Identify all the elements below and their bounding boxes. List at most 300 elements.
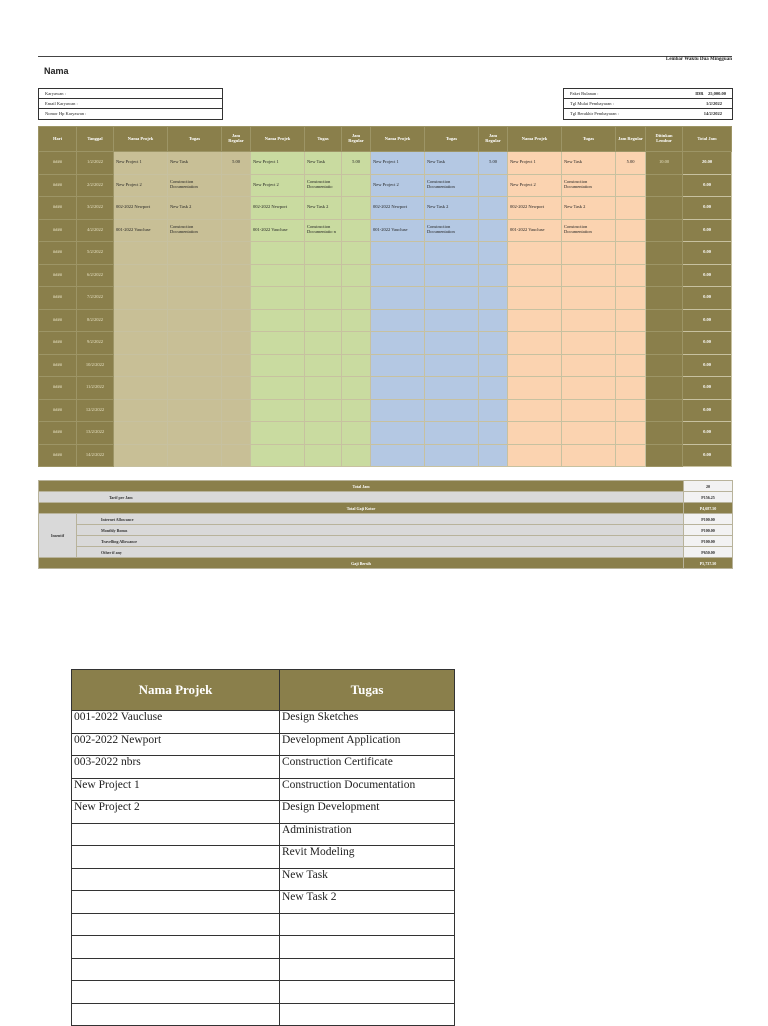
task-cell[interactable]: Construction Documentation [425, 219, 479, 242]
overtime-cell[interactable] [646, 399, 683, 422]
task-cell[interactable] [305, 287, 342, 310]
task-cell[interactable] [305, 309, 342, 332]
table-row [39, 332, 732, 355]
task-cell[interactable] [562, 332, 616, 355]
incentive-row [39, 536, 733, 547]
incentive-item-label: Internet Allowance [77, 514, 684, 525]
task-cell[interactable] [305, 444, 342, 467]
table-row [72, 823, 455, 846]
lookup-task-cell[interactable] [280, 1003, 455, 1026]
day-cell: #### [39, 422, 77, 445]
table-row [39, 197, 732, 220]
overtime-cell[interactable] [646, 422, 683, 445]
project-cell[interactable]: 002-2022 Newport [371, 197, 425, 220]
project-cell[interactable] [371, 309, 425, 332]
project-cell[interactable] [371, 242, 425, 265]
project-cell[interactable]: 001-2022 Vaucluse [371, 219, 425, 242]
task-cell[interactable] [305, 242, 342, 265]
sheet-title: Lembar Waktu Dua Mingguan [665, 57, 732, 62]
day-cell: #### [39, 354, 77, 377]
task-cell[interactable]: New Task [168, 152, 222, 175]
hours-cell[interactable] [616, 242, 646, 265]
project-cell[interactable] [114, 264, 168, 287]
task-cell[interactable] [168, 354, 222, 377]
project-cell[interactable] [251, 377, 305, 400]
incentive-item-label: Other if any [77, 547, 684, 558]
task-cell[interactable] [305, 354, 342, 377]
lookup-project-cell[interactable]: 003-2022 nbrs [72, 756, 280, 779]
task-cell[interactable] [425, 444, 479, 467]
project-cell[interactable] [371, 264, 425, 287]
table-row [72, 913, 455, 936]
overtime-cell[interactable] [646, 309, 683, 332]
lookup-project-cell[interactable] [72, 958, 280, 981]
column-header: Nama Projek [251, 127, 305, 152]
task-cell[interactable]: New Task [562, 152, 616, 175]
lookup-task-cell[interactable]: New Task 2 [280, 891, 455, 914]
project-cell[interactable] [371, 444, 425, 467]
hours-cell[interactable] [616, 309, 646, 332]
hours-cell[interactable] [479, 354, 508, 377]
column-header: Jam Regular [342, 127, 371, 152]
table-row [39, 174, 732, 197]
table-row [72, 733, 455, 756]
gross-pay-label: Total Gaji Kotor [39, 503, 684, 514]
project-cell[interactable] [508, 377, 562, 400]
lookup-project-cell[interactable] [72, 868, 280, 891]
lookup-task-cell[interactable]: Design Sketches [280, 711, 455, 734]
task-cell[interactable]: Construction Documentation [168, 219, 222, 242]
column-header: Tugas [168, 127, 222, 152]
overtime-cell[interactable] [646, 444, 683, 467]
overtime-cell[interactable] [646, 332, 683, 355]
hours-cell[interactable] [479, 264, 508, 287]
day-cell: #### [39, 264, 77, 287]
task-cell[interactable] [425, 309, 479, 332]
project-cell[interactable] [508, 354, 562, 377]
overtime-cell[interactable] [646, 174, 683, 197]
task-cell[interactable]: New Task 2 [562, 197, 616, 220]
project-cell[interactable]: New Project 1 [251, 152, 305, 175]
project-cell[interactable] [371, 354, 425, 377]
task-cell[interactable]: Construction Documentatio n [305, 219, 342, 242]
task-cell[interactable] [562, 309, 616, 332]
project-cell[interactable] [371, 287, 425, 310]
total-hours-cell: 0.00 [683, 332, 732, 355]
project-cell[interactable] [114, 242, 168, 265]
date-cell: 4/2/2022 [77, 219, 114, 242]
date-cell: 2/2/2022 [77, 174, 114, 197]
lookup-project-cell[interactable] [72, 846, 280, 869]
hours-cell[interactable] [222, 264, 251, 287]
column-header: Tanggal [77, 127, 114, 152]
employee-name-field[interactable] [39, 89, 222, 99]
task-cell[interactable] [425, 332, 479, 355]
lookup-project-cell[interactable] [72, 936, 280, 959]
project-cell[interactable]: New Project 2 [371, 174, 425, 197]
table-row [72, 846, 455, 869]
task-cell[interactable] [425, 287, 479, 310]
project-cell[interactable] [508, 422, 562, 445]
project-cell[interactable] [371, 399, 425, 422]
total-hours-cell: 0.00 [683, 242, 732, 265]
task-cell[interactable] [562, 264, 616, 287]
project-cell[interactable]: 002-2022 Newport [251, 197, 305, 220]
lookup-task-cell[interactable]: New Task [280, 868, 455, 891]
project-cell[interactable]: New Project 1 [114, 152, 168, 175]
date-cell: 14/2/2022 [77, 444, 114, 467]
hours-cell[interactable] [222, 377, 251, 400]
project-cell[interactable] [251, 287, 305, 310]
hours-cell[interactable] [222, 332, 251, 355]
project-cell[interactable] [114, 354, 168, 377]
project-task-lookup-table [71, 669, 455, 1026]
monthly-package-field[interactable] [564, 89, 732, 99]
end-date-field[interactable] [564, 109, 732, 119]
total-hours-cell: 0.00 [683, 287, 732, 310]
task-cell[interactable] [425, 354, 479, 377]
table-row [39, 219, 732, 242]
table-row [72, 711, 455, 734]
gross-pay-row [39, 503, 733, 514]
timesheet-table [38, 126, 732, 467]
table-row [72, 958, 455, 981]
hours-cell[interactable] [479, 197, 508, 220]
hours-cell[interactable] [222, 174, 251, 197]
project-cell[interactable]: New Project 1 [371, 152, 425, 175]
task-cell[interactable] [305, 377, 342, 400]
incentive-item-label: Monthly Bonus [77, 525, 684, 536]
task-cell[interactable] [168, 264, 222, 287]
lookup-task-cell[interactable]: Construction Documentation [280, 778, 455, 801]
hours-cell[interactable]: 5.00 [479, 152, 508, 175]
task-cell[interactable] [168, 309, 222, 332]
lookup-project-cell[interactable] [72, 891, 280, 914]
hours-cell[interactable] [479, 287, 508, 310]
task-cell[interactable] [562, 377, 616, 400]
hours-cell[interactable] [616, 399, 646, 422]
project-cell[interactable]: 001-2022 Vaucluse [251, 219, 305, 242]
table-row [72, 981, 455, 1004]
timesheet-body [39, 152, 732, 467]
lookup-project-cell[interactable] [72, 823, 280, 846]
task-cell[interactable]: New Task 2 [425, 197, 479, 220]
hours-cell[interactable] [616, 197, 646, 220]
task-cell[interactable] [305, 399, 342, 422]
hours-cell[interactable] [479, 399, 508, 422]
hours-cell[interactable] [222, 309, 251, 332]
column-header: Jam Regular [616, 127, 646, 152]
total-hours-cell: 0.00 [683, 174, 732, 197]
hours-cell[interactable] [342, 332, 371, 355]
task-cell[interactable] [562, 242, 616, 265]
project-cell[interactable] [114, 309, 168, 332]
hours-cell[interactable] [342, 377, 371, 400]
lookup-task-cell[interactable]: Revit Modeling [280, 846, 455, 869]
lookup-project-cell[interactable] [72, 1003, 280, 1026]
task-cell[interactable] [562, 422, 616, 445]
hours-cell[interactable]: 5.00 [222, 152, 251, 175]
lookup-project-cell[interactable] [72, 981, 280, 1004]
project-cell[interactable] [371, 377, 425, 400]
total-hours-label: Total Jam [39, 481, 684, 492]
table-row [39, 264, 732, 287]
currency-code: IDR [695, 91, 704, 96]
project-cell[interactable]: New Project 2 [114, 174, 168, 197]
hours-cell[interactable] [479, 174, 508, 197]
lookup-task-cell[interactable]: Construction Certificate [280, 756, 455, 779]
hourly-rate-value: P156.25 [684, 492, 733, 503]
hours-cell[interactable] [342, 309, 371, 332]
hourly-rate-row [39, 492, 733, 503]
hours-cell[interactable] [222, 422, 251, 445]
project-cell[interactable] [371, 422, 425, 445]
lookup-task-cell[interactable] [280, 936, 455, 959]
incentive-item-label: Travelling Allowance [77, 536, 684, 547]
overtime-cell[interactable] [646, 219, 683, 242]
hours-cell[interactable] [616, 354, 646, 377]
project-cell[interactable] [508, 309, 562, 332]
start-date-value: 1/2/2022 [705, 101, 722, 106]
project-cell[interactable] [114, 332, 168, 355]
project-cell[interactable]: 002-2022 Newport [508, 197, 562, 220]
task-cell[interactable] [305, 332, 342, 355]
net-pay-row [39, 558, 733, 569]
task-cell[interactable] [425, 242, 479, 265]
monthly-package-amount: 25,000.00 [708, 91, 726, 96]
total-hours-cell: 0.00 [683, 264, 732, 287]
day-cell: #### [39, 444, 77, 467]
column-header: Ditinkan Lembur [646, 127, 683, 152]
day-cell: #### [39, 309, 77, 332]
project-cell[interactable] [251, 332, 305, 355]
overtime-cell[interactable] [646, 354, 683, 377]
task-cell[interactable] [168, 242, 222, 265]
project-cell[interactable] [508, 399, 562, 422]
hours-cell[interactable]: 5.00 [342, 152, 371, 175]
date-cell: 13/2/2022 [77, 422, 114, 445]
task-cell[interactable] [168, 287, 222, 310]
task-cell[interactable] [425, 377, 479, 400]
employee-email-field[interactable] [39, 99, 222, 109]
hours-cell[interactable] [479, 309, 508, 332]
overtime-cell[interactable]: 10.00 [646, 152, 683, 175]
lookup-task-cell[interactable]: Design Development [280, 801, 455, 824]
incentive-row [39, 514, 733, 525]
project-cell[interactable]: 001-2022 Vaucluse [114, 219, 168, 242]
monthly-package-value [695, 89, 726, 99]
project-cell[interactable] [508, 444, 562, 467]
overtime-cell[interactable] [646, 377, 683, 400]
task-cell[interactable] [305, 422, 342, 445]
project-cell[interactable]: New Project 1 [508, 152, 562, 175]
employee-phone-field[interactable] [39, 109, 222, 119]
hours-cell[interactable] [222, 444, 251, 467]
column-header: Nama Projek [371, 127, 425, 152]
incentive-row [39, 547, 733, 558]
day-cell: #### [39, 332, 77, 355]
timesheet-header-row [39, 127, 732, 152]
lookup-task-cell[interactable] [280, 981, 455, 1004]
project-cell[interactable]: New Project 2 [508, 174, 562, 197]
project-cell[interactable] [114, 444, 168, 467]
project-cell[interactable] [508, 287, 562, 310]
day-cell: #### [39, 174, 77, 197]
total-hours-value: 20 [684, 481, 733, 492]
end-date-value: 14/2/2022 [703, 111, 722, 116]
project-cell[interactable] [508, 264, 562, 287]
task-cell[interactable] [168, 332, 222, 355]
gross-pay-value: P4,687.50 [684, 503, 733, 514]
day-cell: #### [39, 219, 77, 242]
project-cell[interactable] [251, 444, 305, 467]
hours-cell[interactable] [479, 377, 508, 400]
hourly-rate-label: Tarif per Jam [39, 492, 684, 503]
table-row [72, 868, 455, 891]
hours-cell[interactable] [342, 174, 371, 197]
task-cell[interactable]: New Task 2 [305, 197, 342, 220]
hours-cell[interactable] [222, 197, 251, 220]
hours-cell[interactable] [222, 399, 251, 422]
table-row [39, 242, 732, 265]
project-cell[interactable] [114, 422, 168, 445]
project-cell[interactable] [251, 422, 305, 445]
table-row [72, 756, 455, 779]
hours-cell[interactable] [616, 287, 646, 310]
hours-cell[interactable] [222, 287, 251, 310]
lookup-project-cell[interactable]: 002-2022 Newport [72, 733, 280, 756]
hours-cell[interactable] [222, 219, 251, 242]
date-cell: 12/2/2022 [77, 399, 114, 422]
day-cell: #### [39, 197, 77, 220]
hours-cell[interactable] [342, 399, 371, 422]
project-cell[interactable] [251, 264, 305, 287]
task-cell[interactable]: New Task [425, 152, 479, 175]
task-cell[interactable] [168, 444, 222, 467]
task-cell[interactable]: Construction Documentation [168, 174, 222, 197]
table-row [72, 891, 455, 914]
project-cell[interactable] [114, 287, 168, 310]
table-row [72, 936, 455, 959]
employee-phone-label: Nomor Hp Karyawan : [45, 111, 87, 116]
task-cell[interactable] [562, 354, 616, 377]
hours-cell[interactable] [342, 444, 371, 467]
project-cell[interactable]: 001-2022 Vaucluse [508, 219, 562, 242]
hours-cell[interactable]: 5.00 [616, 152, 646, 175]
hours-cell[interactable] [479, 422, 508, 445]
task-cell[interactable] [168, 377, 222, 400]
hours-cell[interactable] [342, 422, 371, 445]
column-header: Total Jam [683, 127, 732, 152]
hours-cell[interactable] [342, 242, 371, 265]
lookup-task-cell[interactable]: Development Application [280, 733, 455, 756]
hours-cell[interactable] [342, 354, 371, 377]
task-cell[interactable] [562, 399, 616, 422]
overtime-cell[interactable] [646, 197, 683, 220]
total-hours-cell: 0.00 [683, 422, 732, 445]
overtime-cell[interactable] [646, 287, 683, 310]
task-cell[interactable] [168, 399, 222, 422]
lookup-task-cell[interactable] [280, 913, 455, 936]
hours-cell[interactable] [616, 174, 646, 197]
project-cell[interactable] [114, 377, 168, 400]
day-cell: #### [39, 287, 77, 310]
project-cell[interactable] [371, 332, 425, 355]
end-date-label: Tgl Berakhir Pembayaran : [570, 111, 619, 116]
lookup-project-cell[interactable] [72, 913, 280, 936]
lookup-project-cell[interactable]: New Project 2 [72, 801, 280, 824]
project-cell[interactable] [114, 399, 168, 422]
task-cell[interactable]: Construction Documentation [562, 219, 616, 242]
incentive-item-value: P100.00 [684, 525, 733, 536]
task-cell[interactable]: New Task [305, 152, 342, 175]
incentive-item-value: P100.00 [684, 536, 733, 547]
project-cell[interactable] [508, 332, 562, 355]
overtime-cell[interactable] [646, 242, 683, 265]
project-cell[interactable] [251, 354, 305, 377]
hours-cell[interactable] [616, 444, 646, 467]
hours-cell[interactable] [342, 264, 371, 287]
hours-cell[interactable] [222, 354, 251, 377]
task-cell[interactable] [425, 399, 479, 422]
task-cell[interactable] [305, 264, 342, 287]
task-cell[interactable]: Construction Documentatio [305, 174, 342, 197]
task-cell[interactable] [425, 264, 479, 287]
hours-cell[interactable] [222, 242, 251, 265]
task-cell[interactable] [562, 287, 616, 310]
total-hours-cell: 0.00 [683, 197, 732, 220]
lookup-project-cell[interactable]: New Project 1 [72, 778, 280, 801]
hours-cell[interactable] [616, 377, 646, 400]
task-cell[interactable] [425, 422, 479, 445]
task-cell[interactable] [562, 444, 616, 467]
payment-info-box [563, 88, 733, 120]
project-cell[interactable] [251, 399, 305, 422]
hours-cell[interactable] [616, 422, 646, 445]
start-date-field[interactable] [564, 99, 732, 109]
total-hours-cell: 0.00 [683, 354, 732, 377]
hours-cell[interactable] [479, 444, 508, 467]
project-cell[interactable] [508, 242, 562, 265]
table-row [39, 422, 732, 445]
hours-cell[interactable] [616, 264, 646, 287]
hours-cell[interactable] [616, 332, 646, 355]
hours-cell[interactable] [616, 219, 646, 242]
hours-cell[interactable] [479, 219, 508, 242]
task-cell[interactable] [168, 422, 222, 445]
hours-cell[interactable] [342, 287, 371, 310]
total-hours-cell: 0.00 [683, 309, 732, 332]
hours-cell[interactable] [342, 197, 371, 220]
hours-cell[interactable] [479, 242, 508, 265]
project-cell[interactable]: New Project 2 [251, 174, 305, 197]
lookup-task-cell[interactable] [280, 958, 455, 981]
project-cell[interactable] [251, 309, 305, 332]
task-cell[interactable]: Construction Documentation [562, 174, 616, 197]
lookup-project-cell[interactable]: 001-2022 Vaucluse [72, 711, 280, 734]
column-header: Tugas [305, 127, 342, 152]
lookup-body [72, 711, 455, 1026]
task-cell[interactable]: Construction Documentation [425, 174, 479, 197]
hours-cell[interactable] [342, 219, 371, 242]
hours-cell[interactable] [479, 332, 508, 355]
monthly-package-label: Paket Bulanan : [570, 91, 599, 96]
task-cell[interactable]: New Task 2 [168, 197, 222, 220]
overtime-cell[interactable] [646, 264, 683, 287]
project-cell[interactable]: 002-2022 Newport [114, 197, 168, 220]
project-cell[interactable] [251, 242, 305, 265]
lookup-task-cell[interactable]: Administration [280, 823, 455, 846]
